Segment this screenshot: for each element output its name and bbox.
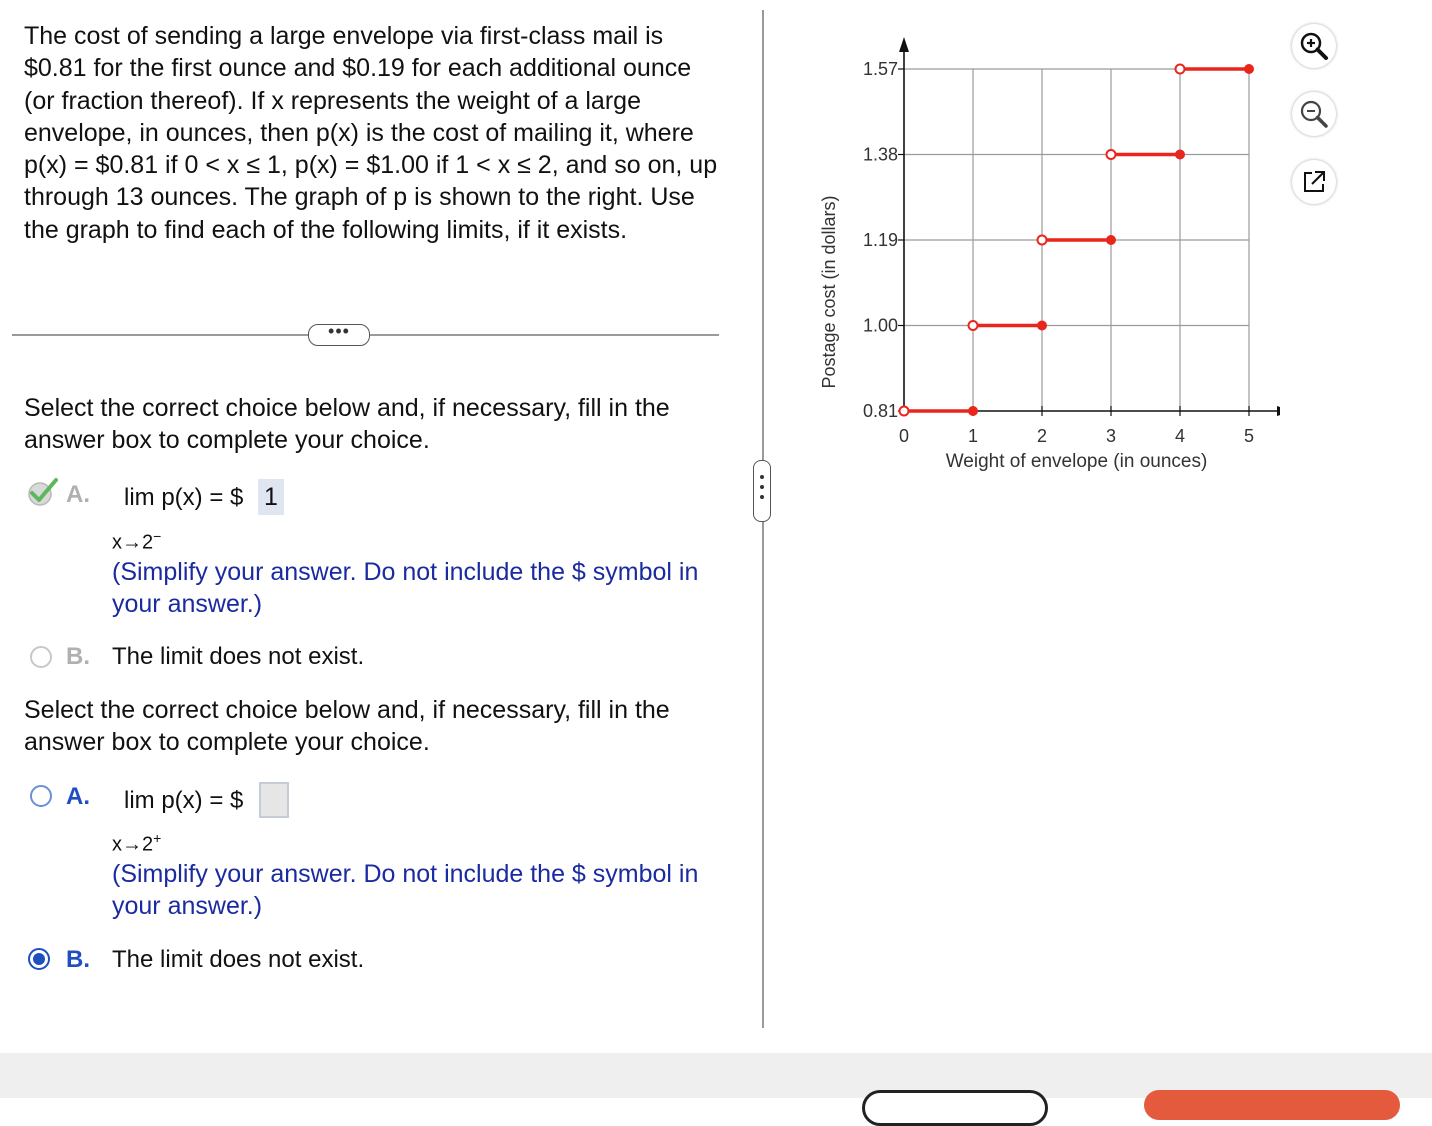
x-axis-label: Weight of envelope (in ounces)	[945, 451, 1208, 472]
closed-endpoint	[1038, 321, 1047, 330]
q2-choice-b-text[interactable]: The limit does not exist.	[112, 946, 365, 973]
q1-choice-b-letter: B.	[66, 643, 90, 670]
y-axis-label: Postage cost (in dollars)	[819, 195, 839, 389]
y-axis-arrow	[899, 37, 909, 52]
closed-endpoint	[1107, 236, 1116, 245]
closed-endpoint	[1245, 65, 1254, 74]
q2-answer-box[interactable]	[259, 782, 289, 818]
q2-limit-expression: lim p(x) = $	[124, 787, 244, 814]
problem-statement: The cost of sending a large envelope via first-class mail is $0.81 for the first ounce and $0.19 for each additional ounce (or fraction thereof). If x represents the weight of a large envelope, in ounces, then p(x) is the cost of mailing it, where p(x) = $0.81 if 0 < x ≤ 1, p(x) = $1.00 if 1 < x ≤ 2, and so on, up through 13 ounces. The graph of p is shown to the right. Use the graph to find each of the following limits, if it exists.	[24, 22, 718, 244]
x-tick-label: 0	[898, 426, 910, 446]
external-link-icon	[1299, 167, 1329, 197]
expand-more-button[interactable]: •••	[308, 324, 370, 346]
q1-choice-b-text[interactable]: The limit does not exist.	[112, 643, 365, 670]
q2-hint: (Simplify your answer. Do not include the $ symbol in your answer.)	[112, 860, 699, 921]
y-tick-label: 1.38	[862, 144, 898, 165]
x-tick-label: 3	[1105, 426, 1117, 446]
open-endpoint	[1176, 65, 1185, 74]
closed-endpoint	[969, 407, 978, 416]
open-endpoint	[969, 321, 978, 330]
q2-choice-b-letter: B.	[66, 946, 90, 973]
y-tick-label: 1.57	[862, 59, 898, 79]
bottom-secondary-button[interactable]	[862, 1090, 1048, 1126]
closed-endpoint	[1176, 150, 1185, 159]
open-external-button[interactable]	[1292, 160, 1336, 204]
q2-limit-direction: +	[153, 830, 162, 846]
y-tick-label: 1.00	[862, 315, 898, 336]
q2-choice-a-radio[interactable]	[30, 785, 52, 807]
x-tick-label: 5	[1243, 426, 1255, 446]
q1-hint: (Simplify your answer. Do not include the $ symbol in your answer.)	[112, 558, 699, 619]
x-axis-arrow	[1277, 406, 1280, 416]
q1-choice-b-radio[interactable]	[30, 646, 52, 668]
y-tick-label: 1.19	[862, 230, 898, 250]
q2-choice-b-radio[interactable]	[28, 948, 50, 970]
q1-limit-direction: −	[153, 528, 162, 544]
x-tick-label: 4	[1174, 426, 1186, 446]
correct-check-icon	[26, 476, 70, 508]
zoom-out-icon	[1299, 99, 1329, 129]
q1-limit-subscript: x→2−	[112, 528, 162, 554]
q1-limit-expression: lim p(x) = $	[124, 484, 244, 511]
open-endpoint	[900, 407, 909, 416]
zoom-in-icon	[1299, 31, 1329, 61]
q2-instruction: Select the correct choice below and, if necessary, fill in the answer box to complete your choice.	[24, 696, 670, 757]
zoom-in-button[interactable]	[1292, 24, 1336, 68]
step-function-chart	[780, 20, 1280, 500]
q2-limit-subscript: x→2+	[112, 830, 162, 856]
open-endpoint	[1107, 150, 1116, 159]
panel-resize-handle[interactable]	[753, 460, 771, 522]
bottom-primary-button[interactable]	[1144, 1090, 1400, 1120]
q1-instruction: Select the correct choice below and, if necessary, fill in the answer box to complete your choice.	[24, 394, 670, 455]
q1-answer-box[interactable]: 1	[258, 479, 284, 515]
zoom-out-button[interactable]	[1292, 92, 1336, 136]
q2-choice-a-letter: A.	[66, 783, 90, 810]
q1-choice-a-letter: A.	[66, 481, 90, 508]
y-tick-label: 0.81	[862, 401, 898, 421]
x-tick-label: 2	[1036, 426, 1048, 446]
x-tick-label: 1	[967, 426, 979, 446]
open-endpoint	[1038, 236, 1047, 245]
